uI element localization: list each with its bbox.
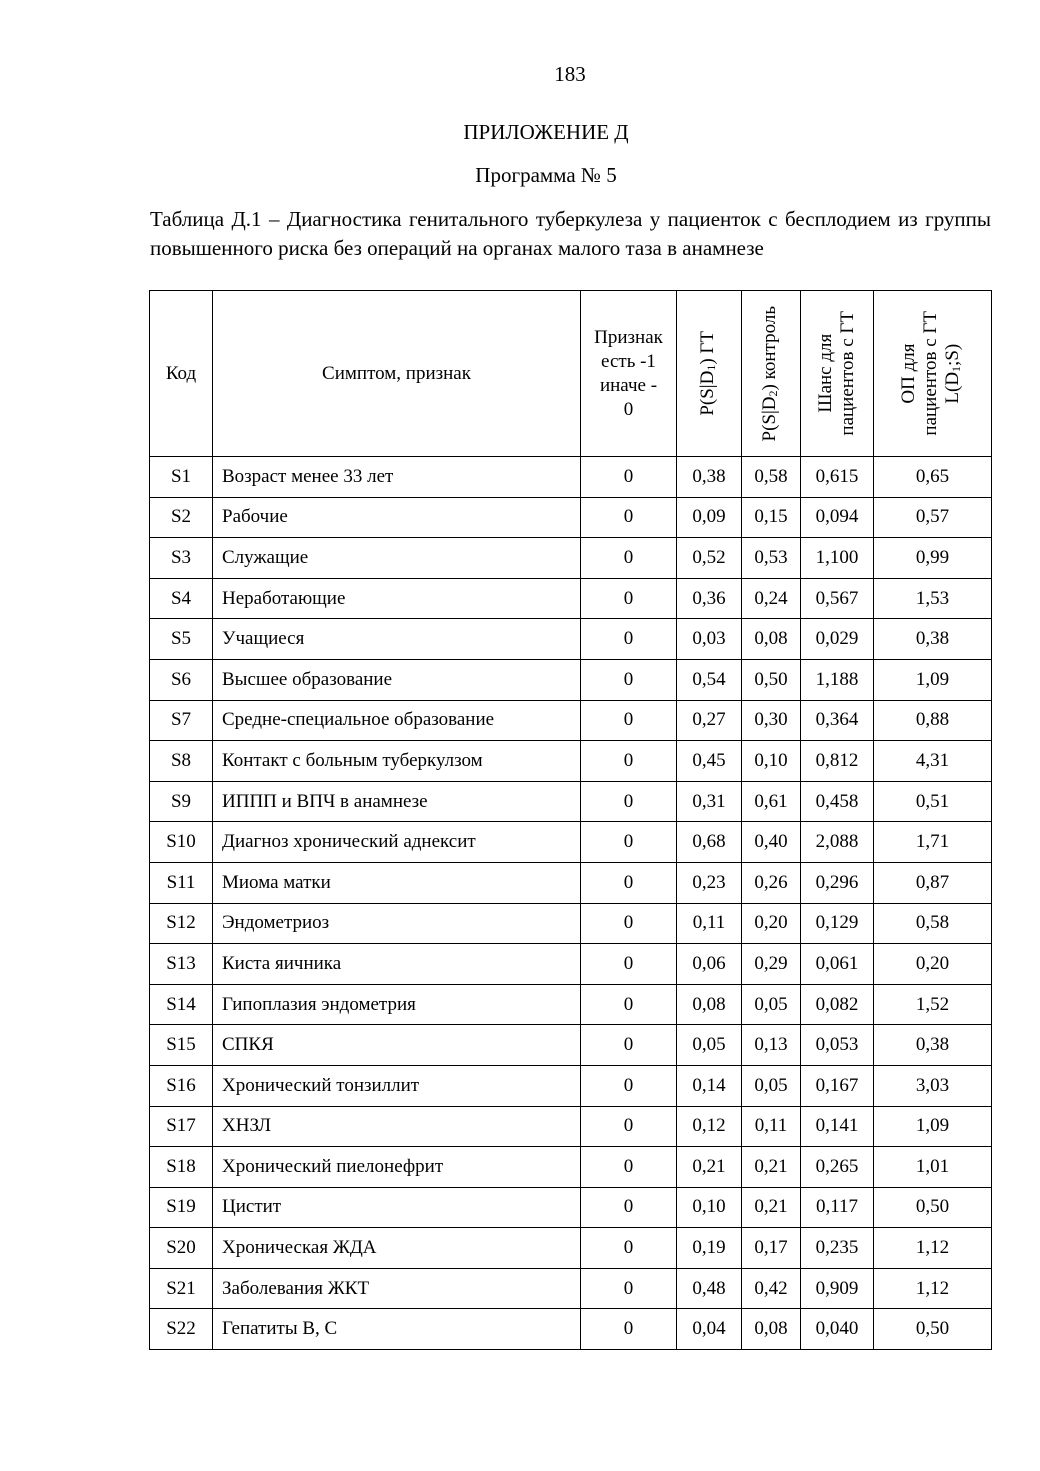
cell-code: S14 [150, 984, 213, 1025]
cell-p-d2: 0,61 [742, 781, 801, 822]
cell-p-d2: 0,08 [742, 619, 801, 660]
cell-p-d2: 0,26 [742, 862, 801, 903]
table-row [150, 1268, 992, 1309]
cell-p-d1: 0,19 [677, 1228, 742, 1269]
header-p-d1: $P(S|D_1)$ ГТ [677, 291, 742, 457]
cell-sign: 0 [581, 1065, 677, 1106]
cell-p-d2: 0,40 [742, 822, 801, 863]
cell-symptom: Неработающие [213, 578, 581, 619]
cell-code: S13 [150, 944, 213, 985]
cell-symptom: ХНЗЛ [213, 1106, 581, 1147]
cell-code: S9 [150, 781, 213, 822]
cell-odds: 0,061 [801, 944, 874, 985]
cell-p-d1: 0,14 [677, 1065, 742, 1106]
cell-odds: 0,812 [801, 741, 874, 782]
cell-odds: 1,188 [801, 659, 874, 700]
cell-code: S21 [150, 1268, 213, 1309]
cell-code: S8 [150, 741, 213, 782]
cell-p-d1: 0,36 [677, 578, 742, 619]
table-row [150, 497, 992, 538]
cell-p-d2: 0,11 [742, 1106, 801, 1147]
cell-odds: 0,053 [801, 1025, 874, 1066]
table-row [150, 741, 992, 782]
cell-sign: 0 [581, 1187, 677, 1228]
table-row [150, 1187, 992, 1228]
cell-p-d2: 0,21 [742, 1187, 801, 1228]
cell-sign: 0 [581, 822, 677, 863]
cell-odds: 0,265 [801, 1147, 874, 1188]
table-row [150, 538, 992, 579]
cell-p-d1: 0,12 [677, 1106, 742, 1147]
cell-sign: 0 [581, 538, 677, 579]
header-sign: Признак есть -1 иначе - 0 [581, 291, 677, 457]
cell-code: S11 [150, 862, 213, 903]
cell-p-d2: 0,30 [742, 700, 801, 741]
cell-symptom: Рабочие [213, 497, 581, 538]
cell-odds-ratio: 0,38 [874, 619, 992, 660]
page-number: 183 [554, 62, 586, 86]
cell-p-d1: 0,05 [677, 1025, 742, 1066]
cell-code: S22 [150, 1309, 213, 1350]
cell-p-d2: 0,08 [742, 1309, 801, 1350]
cell-p-d1: 0,04 [677, 1309, 742, 1350]
cell-code: S16 [150, 1065, 213, 1106]
appendix-title: ПРИЛОЖЕНИЕ Д [463, 120, 629, 144]
cell-odds: 0,615 [801, 457, 874, 498]
cell-sign: 0 [581, 984, 677, 1025]
table-header-row [150, 291, 992, 457]
cell-odds: 0,040 [801, 1309, 874, 1350]
cell-odds-ratio: 3,03 [874, 1065, 992, 1106]
cell-odds: 0,167 [801, 1065, 874, 1106]
cell-odds: 0,029 [801, 619, 874, 660]
cell-odds-ratio: 1,53 [874, 578, 992, 619]
cell-code: S4 [150, 578, 213, 619]
table-row [150, 619, 992, 660]
cell-p-d2: 0,42 [742, 1268, 801, 1309]
table-row [150, 578, 992, 619]
cell-p-d2: 0,15 [742, 497, 801, 538]
cell-sign: 0 [581, 578, 677, 619]
cell-code: S2 [150, 497, 213, 538]
cell-odds-ratio: 1,09 [874, 1106, 992, 1147]
cell-p-d2: 0,17 [742, 1228, 801, 1269]
cell-p-d1: 0,03 [677, 619, 742, 660]
cell-symptom: Возраст менее 33 лет [213, 457, 581, 498]
diagnostics-table [149, 290, 992, 1350]
table-row [150, 1228, 992, 1269]
cell-odds-ratio: 4,31 [874, 741, 992, 782]
cell-p-d1: 0,11 [677, 903, 742, 944]
cell-symptom: Хроническая ЖДА [213, 1228, 581, 1269]
cell-symptom: Миома матки [213, 862, 581, 903]
cell-sign: 0 [581, 700, 677, 741]
cell-odds: 2,088 [801, 822, 874, 863]
cell-code: S3 [150, 538, 213, 579]
table-row [150, 781, 992, 822]
header-code: Код [150, 291, 213, 457]
cell-symptom: Учащиеся [213, 619, 581, 660]
cell-odds-ratio: 0,88 [874, 700, 992, 741]
cell-code: S1 [150, 457, 213, 498]
cell-symptom: Эндометриоз [213, 903, 581, 944]
cell-p-d1: 0,52 [677, 538, 742, 579]
table-body [150, 457, 992, 1350]
cell-p-d2: 0,20 [742, 903, 801, 944]
cell-code: S19 [150, 1187, 213, 1228]
cell-odds: 1,100 [801, 538, 874, 579]
cell-p-d2: 0,05 [742, 984, 801, 1025]
cell-p-d2: 0,13 [742, 1025, 801, 1066]
cell-p-d2: 0,53 [742, 538, 801, 579]
header-p-d2: $P(S|D_2)$ контроль [742, 291, 801, 457]
cell-p-d1: 0,45 [677, 741, 742, 782]
cell-sign: 0 [581, 619, 677, 660]
cell-odds: 0,567 [801, 578, 874, 619]
cell-sign: 0 [581, 862, 677, 903]
cell-odds: 0,094 [801, 497, 874, 538]
cell-p-d1: 0,06 [677, 944, 742, 985]
cell-odds-ratio: 0,58 [874, 903, 992, 944]
cell-symptom: Высшее образование [213, 659, 581, 700]
cell-odds-ratio: 0,50 [874, 1309, 992, 1350]
header-symptom: Симптом, признак [213, 291, 581, 457]
cell-symptom: Гепатиты В, С [213, 1309, 581, 1350]
cell-odds: 0,909 [801, 1268, 874, 1309]
cell-sign: 0 [581, 1147, 677, 1188]
header-odds-ratio: ОП для пациентов с ГТ $L(D_1;S)$ [874, 291, 992, 457]
cell-odds: 0,129 [801, 903, 874, 944]
cell-sign: 0 [581, 497, 677, 538]
cell-p-d1: 0,21 [677, 1147, 742, 1188]
cell-p-d2: 0,29 [742, 944, 801, 985]
table-row [150, 862, 992, 903]
cell-symptom: Диагноз хронический аднексит [213, 822, 581, 863]
cell-code: S17 [150, 1106, 213, 1147]
cell-p-d2: 0,21 [742, 1147, 801, 1188]
cell-odds-ratio: 0,50 [874, 1187, 992, 1228]
cell-odds-ratio: 1,12 [874, 1268, 992, 1309]
cell-odds: 0,235 [801, 1228, 874, 1269]
cell-symptom: Гипоплазия эндометрия [213, 984, 581, 1025]
table-row [150, 1025, 992, 1066]
cell-p-d2: 0,05 [742, 1065, 801, 1106]
cell-code: S18 [150, 1147, 213, 1188]
cell-p-d2: 0,50 [742, 659, 801, 700]
table-row [150, 1106, 992, 1147]
cell-code: S5 [150, 619, 213, 660]
cell-odds-ratio: 0,65 [874, 457, 992, 498]
cell-code: S15 [150, 1025, 213, 1066]
table-row [150, 984, 992, 1025]
cell-sign: 0 [581, 1268, 677, 1309]
table-row [150, 1309, 992, 1350]
cell-p-d2: 0,24 [742, 578, 801, 619]
table-row [150, 700, 992, 741]
cell-symptom: Контакт с больным туберкулзом [213, 741, 581, 782]
cell-sign: 0 [581, 1309, 677, 1350]
program-title: Программа № 5 [475, 163, 617, 187]
cell-sign: 0 [581, 781, 677, 822]
table-row [150, 903, 992, 944]
cell-p-d1: 0,38 [677, 457, 742, 498]
cell-symptom: Заболевания ЖКТ [213, 1268, 581, 1309]
cell-symptom: СПКЯ [213, 1025, 581, 1066]
cell-odds-ratio: 1,09 [874, 659, 992, 700]
cell-p-d1: 0,08 [677, 984, 742, 1025]
cell-odds-ratio: 1,71 [874, 822, 992, 863]
cell-odds-ratio: 0,38 [874, 1025, 992, 1066]
cell-p-d1: 0,27 [677, 700, 742, 741]
table-row [150, 822, 992, 863]
cell-odds: 0,141 [801, 1106, 874, 1147]
cell-sign: 0 [581, 944, 677, 985]
cell-sign: 0 [581, 457, 677, 498]
cell-sign: 0 [581, 741, 677, 782]
cell-code: S10 [150, 822, 213, 863]
cell-p-d1: 0,68 [677, 822, 742, 863]
cell-odds-ratio: 0,87 [874, 862, 992, 903]
cell-code: S6 [150, 659, 213, 700]
header-odds: Шанс для пациентов с ГТ [801, 291, 874, 457]
cell-odds-ratio: 0,51 [874, 781, 992, 822]
cell-sign: 0 [581, 903, 677, 944]
table-row [150, 457, 992, 498]
table-row [150, 1065, 992, 1106]
cell-code: S7 [150, 700, 213, 741]
cell-p-d2: 0,10 [742, 741, 801, 782]
cell-symptom: Средне-специальное образование [213, 700, 581, 741]
table-row [150, 659, 992, 700]
cell-p-d2: 0,58 [742, 457, 801, 498]
cell-code: S12 [150, 903, 213, 944]
cell-sign: 0 [581, 1228, 677, 1269]
cell-odds-ratio: 0,57 [874, 497, 992, 538]
cell-symptom: ИППП и ВПЧ в анамнезе [213, 781, 581, 822]
cell-p-d1: 0,54 [677, 659, 742, 700]
cell-symptom: Киста яичника [213, 944, 581, 985]
cell-code: S20 [150, 1228, 213, 1269]
cell-sign: 0 [581, 1106, 677, 1147]
cell-sign: 0 [581, 1025, 677, 1066]
table-row [150, 944, 992, 985]
cell-p-d1: 0,48 [677, 1268, 742, 1309]
cell-p-d1: 0,09 [677, 497, 742, 538]
cell-odds: 0,117 [801, 1187, 874, 1228]
cell-sign: 0 [581, 659, 677, 700]
cell-p-d1: 0,23 [677, 862, 742, 903]
cell-odds-ratio: 0,99 [874, 538, 992, 579]
cell-odds-ratio: 1,01 [874, 1147, 992, 1188]
cell-odds-ratio: 1,12 [874, 1228, 992, 1269]
cell-odds: 0,364 [801, 700, 874, 741]
cell-symptom: Служащие [213, 538, 581, 579]
table-row [150, 1147, 992, 1188]
cell-odds-ratio: 0,20 [874, 944, 992, 985]
cell-p-d1: 0,10 [677, 1187, 742, 1228]
cell-symptom: Хронический пиелонефрит [213, 1147, 581, 1188]
cell-odds: 0,296 [801, 862, 874, 903]
cell-p-d1: 0,31 [677, 781, 742, 822]
cell-odds-ratio: 1,52 [874, 984, 992, 1025]
cell-symptom: Хронический тонзиллит [213, 1065, 581, 1106]
cell-odds: 0,458 [801, 781, 874, 822]
cell-symptom: Цистит [213, 1187, 581, 1228]
cell-odds: 0,082 [801, 984, 874, 1025]
table-caption: Таблица Д.1 – Диагностика генитального туберкулеза у пациенток с бесплодием из группы повышенного риска без операций на органах малого таза в анамнезе [150, 207, 991, 260]
